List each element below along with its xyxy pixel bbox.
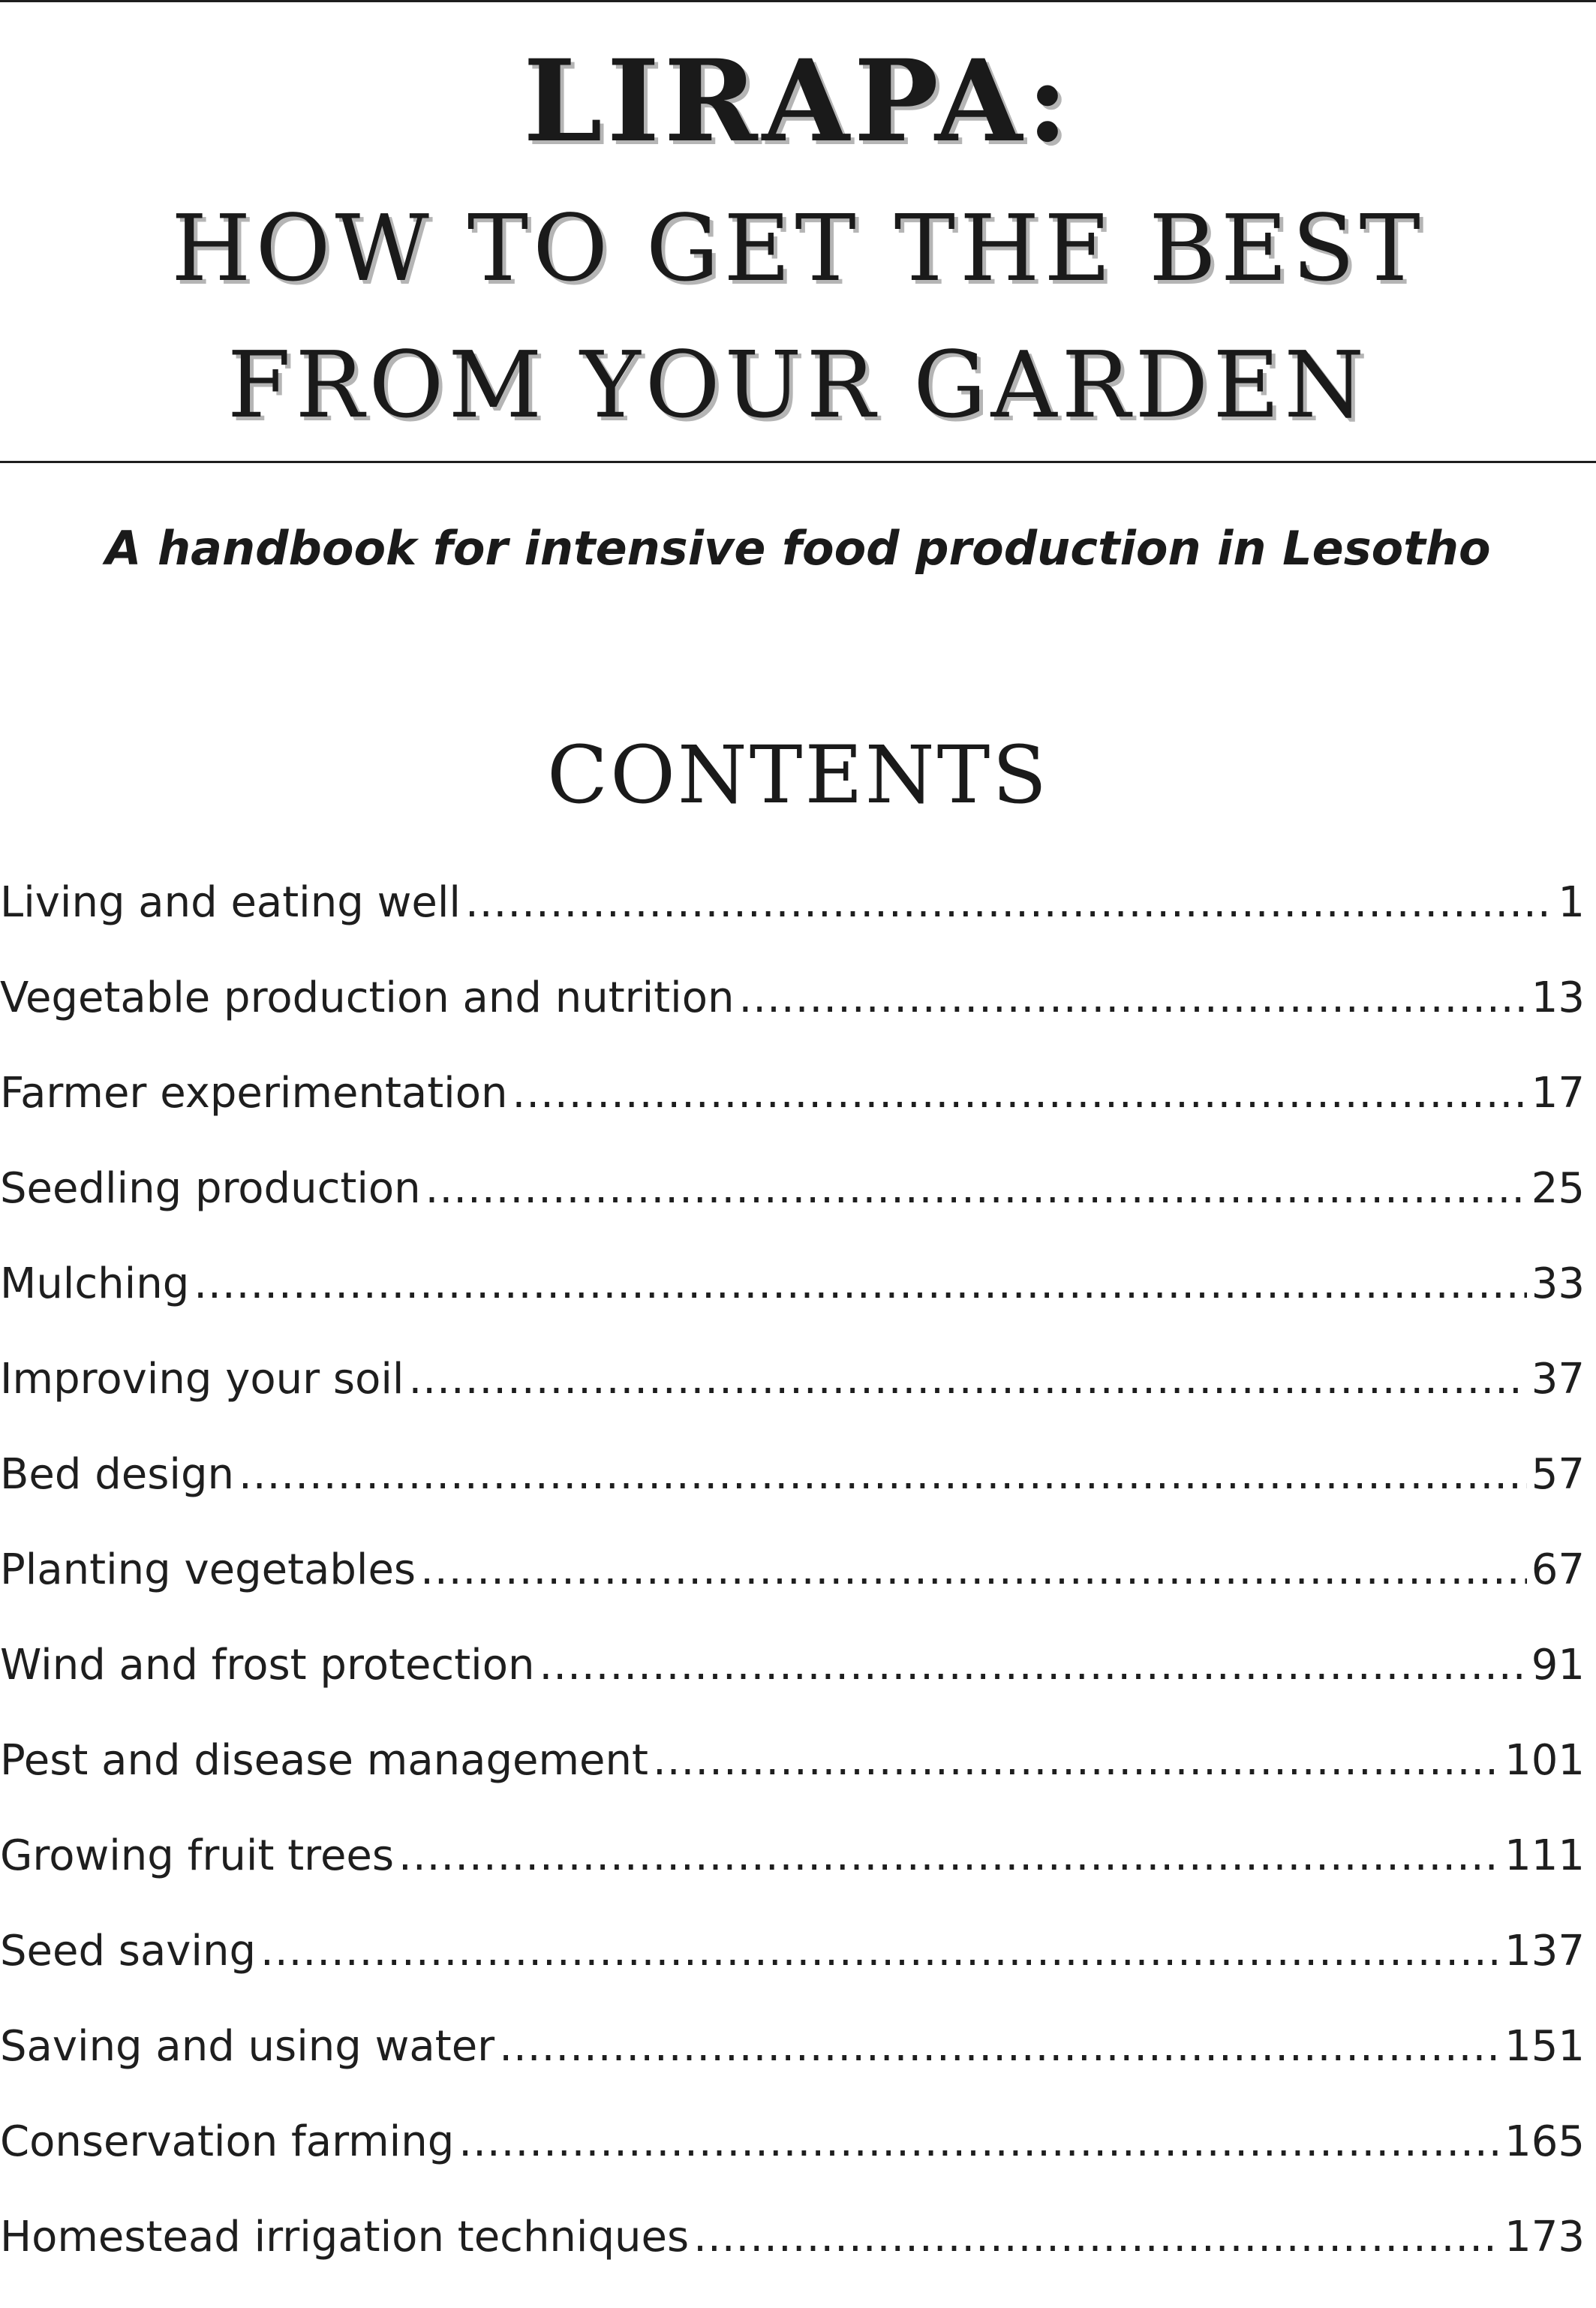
page-subtitle-line-1: HOW TO GET THE BEST <box>171 195 1425 302</box>
toc-entry[interactable] <box>0 1927 1585 2022</box>
toc-dot-leader <box>425 1164 1527 1213</box>
top-rule <box>0 0 1596 2</box>
toc-entry-page: 33 <box>1531 1259 1585 1308</box>
toc-entry-page: 101 <box>1504 1736 1585 1785</box>
toc-entry-title: Living and eating well <box>0 878 461 927</box>
toc-entry-page: 165 <box>1504 2117 1585 2166</box>
toc-entry-title: Growing fruit trees <box>0 1831 395 1880</box>
toc-entry-page: 37 <box>1531 1355 1585 1404</box>
toc-entry[interactable] <box>0 2022 1585 2117</box>
toc-entry-page: 137 <box>1504 1927 1585 1975</box>
toc-entry-page: 25 <box>1531 1164 1585 1213</box>
toc-dot-leader <box>539 1641 1526 1690</box>
toc-entry[interactable] <box>0 1450 1585 1545</box>
toc-entry-title: Pest and disease management <box>0 1736 648 1785</box>
toc-entry[interactable] <box>0 2213 1585 2308</box>
page-title: LIRAPA: <box>523 35 1073 167</box>
toc-entry-page: 67 <box>1531 1545 1585 1594</box>
toc-entry-title: Planting vegetables <box>0 1545 416 1594</box>
toc-dot-leader <box>194 1259 1526 1308</box>
toc-entry-title: Farmer experimentation <box>0 1069 508 1118</box>
toc-entry-title: Improving your soil <box>0 1355 404 1404</box>
toc-entry-page: 151 <box>1504 2022 1585 2071</box>
toc-entry-title: Wind and frost protection <box>0 1641 535 1690</box>
toc-entry[interactable] <box>0 878 1585 973</box>
table-of-contents <box>0 878 1585 2308</box>
toc-entry-page: 91 <box>1531 1641 1585 1690</box>
toc-entry[interactable] <box>0 1831 1585 1927</box>
toc-entry-title: Saving and using water <box>0 2022 495 2071</box>
toc-dot-leader <box>739 973 1527 1022</box>
contents-heading: CONTENTS <box>547 729 1049 821</box>
toc-dot-leader <box>653 1736 1500 1785</box>
toc-entry-title: Conservation farming <box>0 2117 455 2166</box>
toc-dot-leader <box>239 1450 1527 1499</box>
toc-entry[interactable] <box>0 1545 1585 1641</box>
toc-entry-title: Homestead irrigation techniques <box>0 2213 690 2261</box>
toc-dot-leader <box>465 878 1553 927</box>
toc-dot-leader <box>499 2022 1500 2071</box>
toc-entry-page: 13 <box>1531 973 1585 1022</box>
toc-entry[interactable] <box>0 1641 1585 1736</box>
toc-entry[interactable] <box>0 2117 1585 2213</box>
toc-dot-leader <box>408 1355 1526 1404</box>
toc-entry-page: 1 <box>1558 878 1585 927</box>
toc-dot-leader <box>398 1831 1500 1880</box>
toc-entry-page: 173 <box>1504 2213 1585 2261</box>
toc-entry[interactable] <box>0 1164 1585 1259</box>
toc-entry-title: Seedling production <box>0 1164 421 1213</box>
handbook-tagline: A handbook for intensive food production in Lesotho <box>105 521 1491 576</box>
toc-dot-leader <box>512 1069 1526 1118</box>
toc-dot-leader <box>693 2213 1500 2261</box>
toc-entry[interactable] <box>0 1259 1585 1355</box>
toc-entry[interactable] <box>0 1736 1585 1831</box>
toc-dot-leader <box>420 1545 1527 1594</box>
toc-entry[interactable] <box>0 973 1585 1069</box>
toc-entry[interactable] <box>0 1069 1585 1164</box>
toc-entry-title: Mulching <box>0 1259 190 1308</box>
toc-dot-leader <box>260 1927 1500 1975</box>
toc-entry-page: 111 <box>1504 1831 1585 1880</box>
toc-entry-title: Seed saving <box>0 1927 257 1975</box>
toc-entry-title: Bed design <box>0 1450 234 1499</box>
toc-entry[interactable] <box>0 1355 1585 1450</box>
toc-entry-title: Vegetable production and nutrition <box>0 973 735 1022</box>
toc-entry-page: 17 <box>1531 1069 1585 1118</box>
page-subtitle-line-2: FROM YOUR GARDEN <box>227 332 1369 438</box>
toc-entry-page: 57 <box>1531 1450 1585 1499</box>
title-divider <box>0 461 1596 463</box>
toc-dot-leader <box>458 2117 1500 2166</box>
